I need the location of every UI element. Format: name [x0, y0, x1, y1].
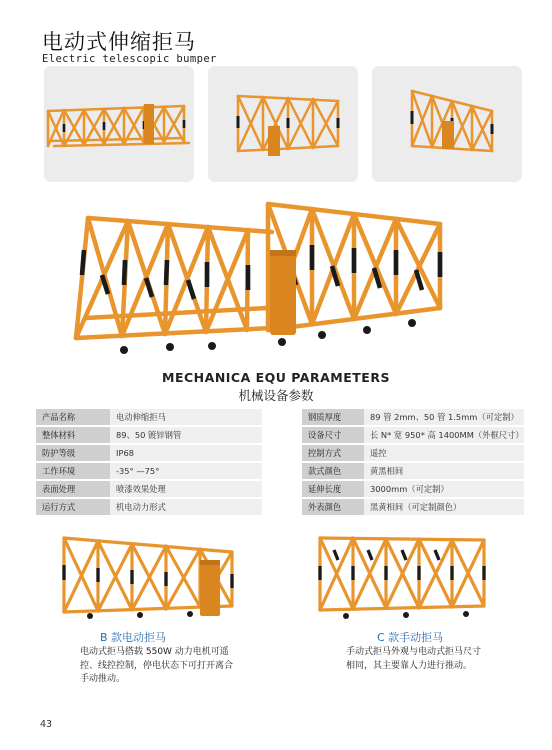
spec-row [36, 499, 262, 515]
spec-row [36, 463, 262, 479]
spec-row [302, 481, 524, 497]
product-photo-3 [372, 66, 522, 182]
spec-row [302, 427, 524, 443]
spec-label: 款式颜色 [302, 463, 364, 479]
spec-value: -35° —75° [110, 463, 262, 479]
spec-value: 长 N* 宽 950* 高 1400MM（外框尺寸） [364, 427, 524, 443]
page-subtitle: Electric telescopic bumper [42, 53, 217, 65]
spec-value: 89 管 2mm、50 管 1.5mm（可定制） [364, 409, 524, 425]
spec-value: 黄黑相间 [364, 463, 524, 479]
spec-label: 运行方式 [36, 499, 110, 515]
spec-value: 喷漆效果处理 [110, 481, 262, 497]
product-photo-2 [208, 66, 358, 182]
model-c-title: C 款手动拒马 [377, 631, 444, 644]
spec-table-right [302, 407, 524, 517]
spec-row [302, 499, 524, 515]
spec-row [36, 445, 262, 461]
spec-label: 产品名称 [36, 409, 110, 425]
hero-product-image [62, 190, 472, 360]
spec-label: 整体材料 [36, 427, 110, 443]
spec-row [36, 481, 262, 497]
spec-row [302, 409, 524, 425]
model-b-image [60, 530, 238, 622]
spec-label: 表面处理 [36, 481, 110, 497]
spec-label: 延伸长度 [302, 481, 364, 497]
spec-value: 电动伸缩拒马 [110, 409, 262, 425]
model-b-title: B 款电动拒马 [100, 631, 167, 644]
spec-value: 遥控 [364, 445, 524, 461]
model-c-description: 手动式拒马外观与电动式拒马尺寸相同，其主要靠人力进行推动。 [346, 647, 482, 671]
spec-label: 外表颜色 [302, 499, 364, 515]
spec-label: 设备尺寸 [302, 427, 364, 443]
spec-table-left [36, 407, 262, 517]
spec-row [302, 445, 524, 461]
model-b-description: 电动式拒马搭载 550W 动力电机可遥控、线控控制，停电状态下可打开离合手动推动。 [80, 647, 234, 684]
spec-row [36, 427, 262, 443]
spec-row [302, 463, 524, 479]
model-c-image [316, 530, 488, 622]
section-title-cn: 机械设备参数 [238, 388, 314, 403]
page-number: 43 [40, 719, 53, 730]
product-photo-1 [44, 66, 194, 182]
spec-label: 工作环境 [36, 463, 110, 479]
spec-value: IP68 [110, 445, 262, 461]
spec-value: 机电动力形式 [110, 499, 262, 515]
spec-value: 黑黄相间（可定制颜色） [364, 499, 524, 515]
section-title-en: MECHANICA EQU PARAMETERS [162, 370, 390, 385]
spec-value: 89、50 镀锌钢管 [110, 427, 262, 443]
spec-label: 防护等级 [36, 445, 110, 461]
spec-label: 控制方式 [302, 445, 364, 461]
page-title: 电动式伸缩拒马 [42, 30, 196, 54]
spec-value: 3000mm（可定制） [364, 481, 524, 497]
spec-row [36, 409, 262, 425]
spec-label: 钢质厚度 [302, 409, 364, 425]
